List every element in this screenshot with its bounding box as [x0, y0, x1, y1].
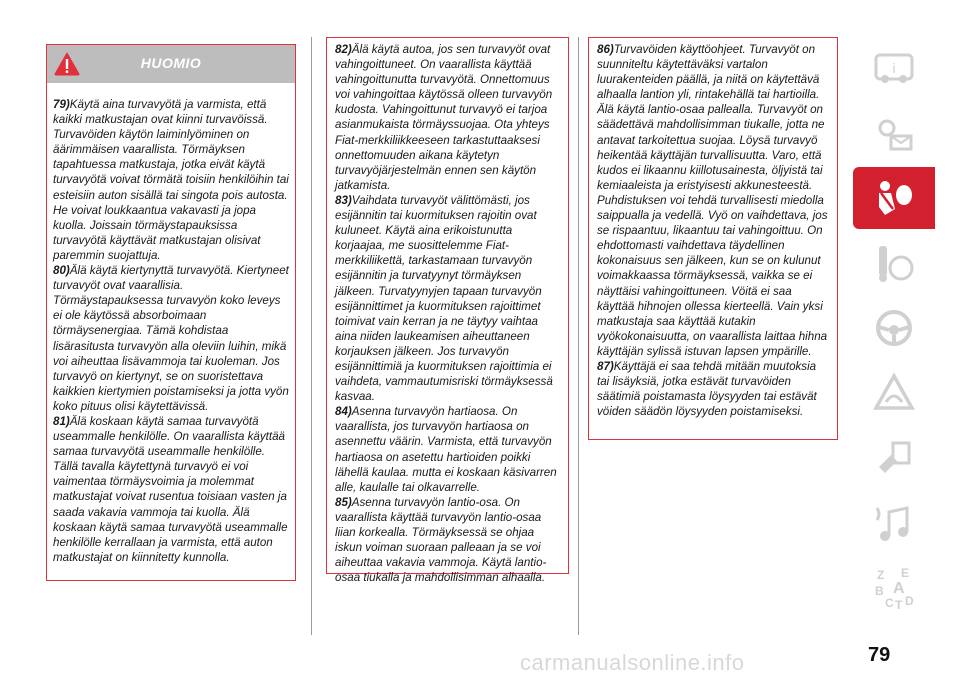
tab-seatbelt-airbag[interactable]: [853, 167, 935, 229]
svg-text:Z: Z: [877, 568, 885, 582]
svg-text:A: A: [893, 580, 905, 597]
svg-text:i: i: [892, 60, 896, 76]
paragraph-83: 83)Vaihdata turvavyöt välittömästi, jos esijännitin tai kuormituksen rajoitin ovat kuluneet. Käytä aina erikoistunutta korjaajaa, me suosittelemme Fiat-merkkiliikettä, tarkastamaan turvavyön esijännitin ja turvatyynyt törmäyksen jälkeen. Turvatyynyjen tapaan turvavyön esijännittimet ja kuormituksen rajoittimet toimivat vain kerran ja ne täytyy vaihtaa aina niiden laukeamisen aiheuttaneen korjauksen jälkeen. Jos turvavyön esijännittimiä ja kuormituksen rajoittimia ei vaihdeta, vammautumisriski törmäyksessä kasvaa.: [335, 193, 553, 404]
tab-alphabetical-index[interactable]: [853, 557, 935, 619]
warning-triangle-icon: [54, 52, 80, 76]
multimedia-icon: [871, 500, 917, 546]
notice-title: HUOMIO: [140, 55, 202, 72]
column-divider: [578, 37, 579, 635]
tab-car-info[interactable]: [853, 37, 935, 99]
paragraph-86: 86)Turvavöiden käyttöohjeet. Turvavyöt on suunniteltu käytettäväksi vartalon luurakenteiden päällä, ja niitä on käytettävä alhaalla lantion yli, rintakehällä tai hartioilla. Älä käytä lantio-osaa pallealla. Turvavyöt on säädettävä mahdollisimman tiukalle, jotta ne antavat tarkoitettua suojaa. Löysä turvavyö heikentää käyttäjän turvallisuutta. Varo, että kudos ei likaannu kiillotusainesta, öljyistä tai kemiaaleista ja eristyisesti akkunesteestä. Puhdistuksen voi tehdä turvallisesti miedolla saippualla ja vedellä. Vyö on vaihdettava, jos se rispaantuu, likaantuu tai vahingoittuu. On ehdottomasti vaihdettava täydellinen kokonaisuus sen jälkeen, kun se on kulunut voimakkaassa törmäyksessä, vaikka se ei näyttäisi vahingoittuneen. Vöitä ei saa käyttää hihnojen ollessa kierteellä. Vain yksi matkustaja saa käyttää kutakin vyökokonaisuutta, on vaarallista laittaa hihna käyttäjän sylissä istuvan lapsen ympärille.: [597, 43, 828, 358]
svg-text:B: B: [875, 584, 884, 598]
alphabetical-index-icon: [871, 565, 917, 611]
page-number: 79: [868, 644, 891, 666]
seatbelt-airbag-icon: [871, 175, 917, 221]
maintenance-icon: [871, 435, 917, 481]
warning-box-right: [588, 37, 838, 440]
svg-text:T: T: [895, 598, 903, 611]
tab-key-start[interactable]: [853, 232, 935, 294]
warning-box-left: [46, 44, 296, 581]
paragraph-79: 79)Käytä aina turvavyötä ja varmista, että kaikki matkustajan ovat kiinni turvavöissä. Turvavöiden käytön laiminlyöminen on äärimmäisen vaarallista. Törmäyksen tapahtuessa matkustaja, jotka eivät käytä turvavyötä voivat törmätä toisiin henkilöihin tai esteisiin auton sisällä tai singota pois autosta. He voivat loukkaantua vakavasti ja jopa kuolla. Joissain törmäystapauksissa turvavyötä käyttävät matkustajan olisivat paremmin suojattuja.: [53, 98, 289, 262]
car-info-icon: [871, 45, 917, 91]
paragraph-84: 84)Asenna turvavyön hartiaosa. On vaarallista, jos turvavyön hartiaosa on asennettu väärin. Varmista, että turvavyön hartiaosa on asetettu hartioiden poikki lähellä kaulaa. mutta ei koskaan käsivarren alle, kaulalle tai olkavarrelle.: [335, 405, 557, 494]
dashboard-lights-icon: [871, 110, 917, 156]
warning-box-middle: [326, 37, 569, 585]
column-divider: [311, 37, 312, 635]
paragraph-87: 87)Käyttäjä ei saa tehdä mitään muutoksia tai lisäyksiä, jotka estävät turvavöiden säätimiä poistamasta löysyyden tai estävät vöiden säädön löysyyden poistamiseksi.: [597, 359, 817, 419]
tab-dashboard-lights[interactable]: [853, 102, 935, 164]
svg-text:C: C: [885, 596, 894, 610]
tab-maintenance[interactable]: [853, 427, 935, 489]
svg-text:D: D: [905, 594, 914, 608]
paragraph-81: 81)Älä koskaan käytä samaa turvavyötä useammalle henkilölle. On vaarallista käyttää samaa turvavyötä useammalle henkilölle. Tällä tavalla käytettynä turvavyö ei voi vaimentaa törmäysvoimia ja molemmat matkustajat voivat rusentua toisiaan vasten ja saada vakavia vammoja tai kuolla. Älä koskaan käytä samaa turvavyötä useammalle henkilölle kerrallaan ja varmista, että auton matkustajat on kiinnitetty kunnolla.: [53, 414, 288, 564]
tab-steering[interactable]: [853, 297, 935, 359]
chapter-sidebar: [853, 37, 935, 627]
paragraph-82: 82)Älä käytä autoa, jos sen turvavyöt ovat vahingoittuneet. On vaarallista käyttää vahingoittunutta turvavyötä. Onnettomuus voi vahingoittaa käytössä olleen turvavyön kudosta. Vahingoittunut turvavyö ei tarjoa asianmukaista törmäyssuojaa. Ota yhteys Fiat-merkkiliikkeeseen tarkastuttaaksesi onnettomuuden aikana käytetyn turvavyöjärjestelmän ennen sen käytön jatkamista.: [335, 43, 553, 192]
notice-banner: [47, 45, 295, 83]
svg-text:E: E: [901, 566, 910, 580]
paragraph-80: 80)Älä käytä kiertynyttä turvavyötä. Kiertyneet turvavyöt ovat vaarallisia. Törmäystapauksessa turvavyön koko leveys ei ole käytössä absorboimaan törmäysenergiaa. Tämä kohdistaa lisärasitusta turvavyön alla oleviin luihin, mikä voi aiheuttaa lisävammoja tai kuoleman. Jos turvavyö on kiertynyt, se on suoristettava kaikkien kiertymien poistamiseksi ja jotta vyön koko pituus olisi käytettävissä.: [53, 264, 289, 413]
key-start-icon: [871, 240, 917, 286]
paragraph-85: 85)Asenna turvavyön lantio-osa. On vaarallista käyttää turvavyön lantio-osaa liian korkealla. Törmäyksessä se ohjaa iskun voiman suoraan palleaan ja se voi aiheuttaa vakavia vammoja. Käytä lantio-osaa tiukalla ja mahdollisimman alhaalla.: [335, 495, 547, 585]
warning-road-icon: [871, 370, 917, 416]
steering-wheel-icon: [871, 305, 917, 351]
watermark: carmanualsonline.info: [520, 650, 745, 675]
tab-warning-road[interactable]: [853, 362, 935, 424]
tab-multimedia[interactable]: [853, 492, 935, 554]
